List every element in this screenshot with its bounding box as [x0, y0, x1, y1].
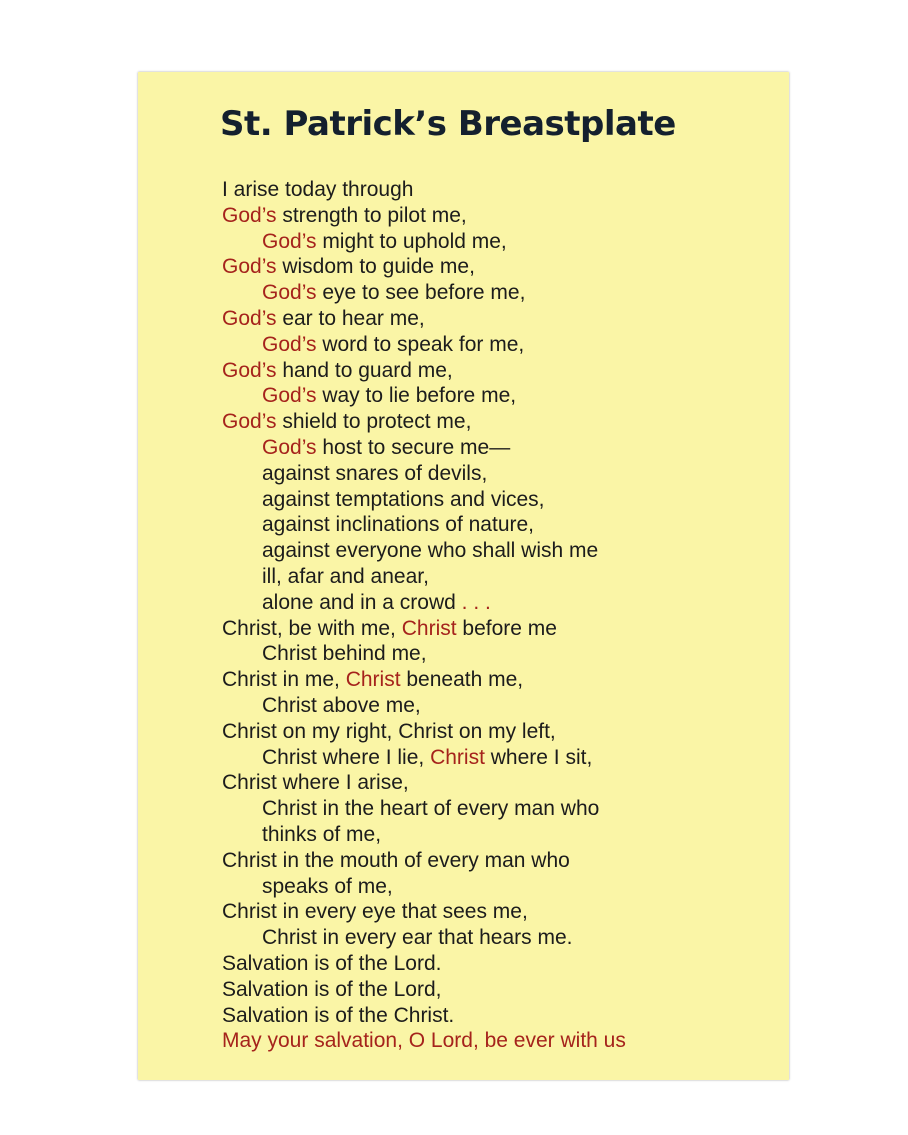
prayer-line — [222, 332, 626, 358]
prayer-line — [222, 383, 626, 409]
prayer-line — [222, 719, 626, 745]
highlighted-text: God’s — [222, 255, 277, 279]
line-text: ear to hear me, — [276, 306, 425, 330]
prayer-line — [222, 409, 626, 435]
prayer-line — [222, 254, 626, 280]
highlighted-text: God’s — [262, 332, 317, 356]
prayer-line — [222, 564, 626, 590]
highlighted-text: God’s — [222, 306, 277, 330]
highlighted-text: Christ — [430, 745, 485, 769]
line-text: shield to protect me, — [276, 410, 472, 434]
prayer-line — [222, 745, 626, 771]
prayer-line — [222, 693, 626, 719]
line-text: Christ, be with me, — [222, 616, 402, 640]
line-text: ill, afar and anear, — [262, 564, 429, 588]
prayer-line — [222, 1003, 626, 1029]
prayer-line — [222, 641, 626, 667]
prayer-line — [222, 899, 626, 925]
prayer-line — [222, 203, 626, 229]
line-text: thinks of me, — [262, 822, 382, 846]
line-text: eye to see before me, — [316, 281, 526, 305]
line-text: Christ where I arise, — [222, 771, 409, 795]
line-text: Christ in every eye that sees me, — [222, 900, 528, 924]
prayer-line — [222, 822, 626, 848]
prayer-title: St. Patrick’s Breastplate — [220, 104, 676, 144]
highlighted-text: May your salvation, O Lord, be ever with us — [222, 1029, 626, 1053]
prayer-line — [222, 177, 626, 203]
highlighted-text: Christ — [345, 668, 401, 692]
line-text: word to speak for me, — [316, 332, 525, 356]
highlighted-text: God’s — [262, 281, 317, 305]
highlighted-text: God’s — [262, 229, 317, 253]
prayer-line — [222, 667, 626, 693]
prayer-line — [222, 487, 626, 513]
line-text: beneath me, — [400, 668, 524, 692]
line-text: before me — [456, 616, 557, 640]
prayer-line — [222, 770, 626, 796]
highlighted-text: God’s — [262, 384, 317, 408]
line-text: Salvation is of the Lord. — [222, 951, 442, 975]
highlighted-text: God’s — [222, 358, 277, 382]
prayer-line — [222, 306, 626, 332]
line-text: alone and in a crowd — [262, 590, 456, 614]
line-text: Christ on my right, Christ on my left, — [222, 719, 556, 743]
prayer-line — [222, 461, 626, 487]
highlighted-text: . . . — [455, 590, 491, 614]
highlighted-text: God’s — [222, 410, 277, 434]
prayer-line — [222, 590, 626, 616]
line-text: Christ where I lie, — [262, 745, 431, 769]
highlighted-text: Christ — [401, 616, 457, 640]
line-text: Christ in the heart of every man who — [262, 797, 600, 821]
prayer-line — [222, 848, 626, 874]
highlighted-text: God’s — [222, 203, 277, 227]
line-text: against inclinations of nature, — [262, 513, 535, 537]
line-text: speaks of me, — [262, 874, 393, 898]
line-text: against snares of devils, — [262, 461, 488, 485]
line-text: strength to pilot me, — [276, 203, 467, 227]
line-text: hand to guard me, — [276, 358, 453, 382]
prayer-line — [222, 1028, 626, 1054]
prayer-line — [222, 280, 626, 306]
line-text: Christ in me, — [222, 668, 346, 692]
prayer-line — [222, 512, 626, 538]
prayer-line — [222, 796, 626, 822]
line-text: way to lie before me, — [316, 384, 517, 408]
prayer-line — [222, 229, 626, 255]
line-text: host to secure me— — [316, 435, 511, 459]
prayer-line — [222, 538, 626, 564]
prayer-card — [138, 72, 789, 1080]
line-text: I arise today through — [222, 178, 414, 201]
prayer-line — [222, 951, 626, 977]
prayer-line — [222, 874, 626, 900]
line-text: might to uphold me, — [316, 229, 507, 253]
line-text: Christ above me, — [262, 693, 421, 717]
line-text: Salvation is of the Christ. — [222, 1003, 455, 1027]
prayer-line — [222, 977, 626, 1003]
line-text: against temptations and vices, — [262, 487, 545, 511]
prayer-line — [222, 358, 626, 384]
prayer-line — [222, 925, 626, 951]
line-text: where I sit, — [484, 745, 593, 769]
line-text: Christ behind me, — [262, 642, 427, 666]
line-text: against everyone who shall wish me — [262, 539, 599, 563]
prayer-text — [222, 177, 626, 1054]
prayer-line — [222, 435, 626, 461]
line-text: Salvation is of the Lord, — [222, 977, 442, 1001]
line-text: wisdom to guide me, — [276, 255, 475, 279]
highlighted-text: God’s — [262, 435, 317, 459]
line-text: Christ in the mouth of every man who — [222, 848, 570, 872]
line-text: Christ in every ear that hears me. — [262, 926, 573, 950]
prayer-line — [222, 616, 626, 642]
